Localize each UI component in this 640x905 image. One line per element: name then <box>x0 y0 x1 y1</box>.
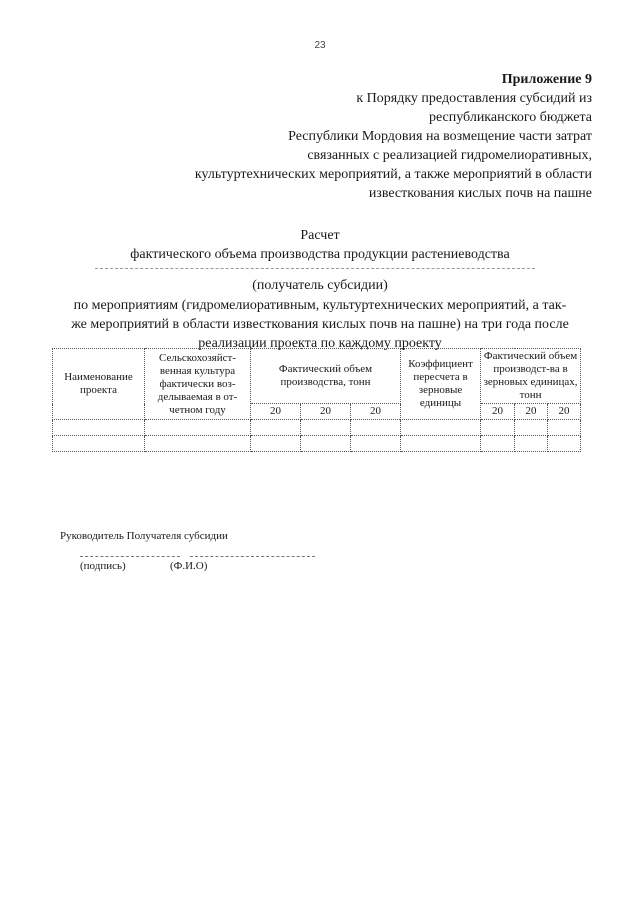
appendix-line: Республики Мордовия на возмещение части затрат <box>288 129 592 144</box>
table-cell <box>145 420 251 436</box>
year-label: 20 <box>351 404 401 420</box>
appendix-line: республиканского бюджета <box>428 110 592 125</box>
body-line: реализации проекта по каждому проекту <box>198 336 442 351</box>
table-cell <box>251 420 301 436</box>
name-line <box>190 556 315 557</box>
signature-line <box>80 556 180 557</box>
table-row <box>53 436 581 452</box>
table-cell <box>515 436 548 452</box>
grain-year-label: 20 <box>548 404 581 420</box>
calculation-table <box>52 348 581 452</box>
table-cell <box>481 436 515 452</box>
signature-caption: Руководитель Получателя субсидии <box>60 530 228 542</box>
appendix-line: связанных с реализацией гидромелиоративных, <box>307 148 592 163</box>
header-project-name: Наименование проекта <box>53 349 145 420</box>
table-cell <box>548 420 581 436</box>
header-grain-volume: Фактический объем производст-ва в зерновых единицах, тонн <box>481 349 581 404</box>
body-line: по мероприятиям (гидромелиоративным, культуртехнических мероприятий, а так- <box>73 298 567 313</box>
table-cell <box>401 420 481 436</box>
table-cell <box>145 436 251 452</box>
grain-year-label: 20 <box>515 404 548 420</box>
table-cell <box>301 436 351 452</box>
body-line: же мероприятий в области известкования кислых почв на пашне) на три года после <box>71 317 569 332</box>
header-actual-volume: Фактический объем производства, тонн <box>251 349 401 404</box>
signature-label: (подпись) <box>80 560 126 572</box>
year-label: 20 <box>301 404 351 420</box>
table-cell <box>53 436 145 452</box>
table-cell <box>548 436 581 452</box>
table-cell <box>515 420 548 436</box>
table-cell <box>481 420 515 436</box>
table-cell <box>401 436 481 452</box>
table-cell <box>351 420 401 436</box>
appendix-line: известкования кислых почв на пашне <box>368 186 592 201</box>
year-label: 20 <box>251 404 301 420</box>
name-label: (Ф.И.О) <box>170 560 208 572</box>
document-title: Расчет <box>300 228 340 243</box>
grain-year-label: 20 <box>481 404 515 420</box>
table-cell <box>251 436 301 452</box>
table-cell <box>53 420 145 436</box>
header-coefficient: Коэффициент пересчета в зерновые единицы <box>401 349 481 420</box>
appendix-title: Приложение 9 <box>501 72 592 87</box>
recipient-caption: (получатель субсидии) <box>252 278 388 293</box>
recipient-fill-line <box>95 268 535 269</box>
appendix-line: культуртехнических мероприятий, а также мероприятий в области <box>194 167 592 182</box>
appendix-block <box>112 70 592 203</box>
page-number: 23 <box>314 40 326 51</box>
header-crop: Сельскохозяйст-венная культура фактически воз-делываемая в от-четном году <box>145 349 251 420</box>
document-subtitle: фактического объема производства продукции растениеводства <box>130 247 510 262</box>
table-cell <box>351 436 401 452</box>
table-row <box>53 420 581 436</box>
appendix-line: к Порядку предоставления субсидий из <box>356 91 592 106</box>
table-cell <box>301 420 351 436</box>
